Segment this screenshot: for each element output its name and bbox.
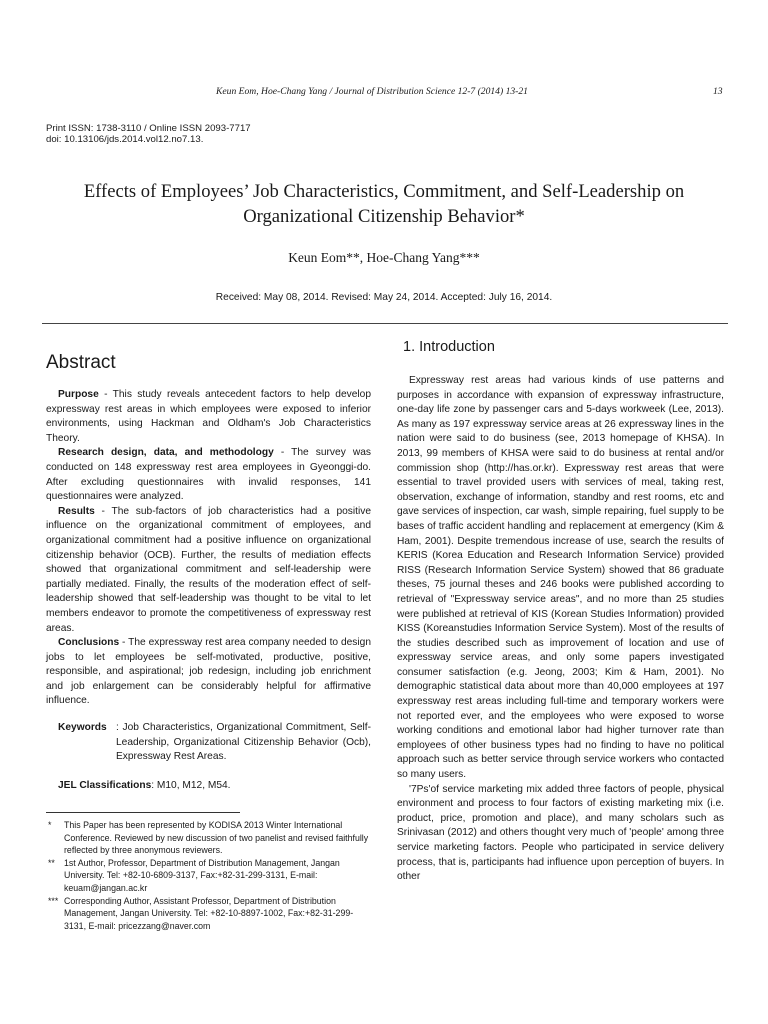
footnote [46, 895, 371, 933]
footnotes [46, 819, 371, 932]
footnote-mark: * [48, 820, 52, 830]
running-header [0, 86, 768, 100]
header-divider [42, 323, 728, 324]
footnote-rule [46, 812, 240, 813]
paper-title [40, 179, 728, 229]
keywords-label: Keywords [58, 722, 107, 734]
jel-text: : M10, M12, M54. [151, 779, 231, 791]
abstract-heading: Abstract [46, 352, 116, 373]
introduction-heading: 1. Introduction [403, 339, 495, 355]
submission-dates: Received: May 08, 2014. Revised: May 24, 2014. Accepted: July 16, 2014. [215, 292, 553, 303]
title-line-2: Organizational Citizenship Behavior* [243, 206, 525, 227]
doi-line: doi: 10.13106/jds.2014.vol12.no7.13. [46, 134, 204, 145]
results-label: Results [58, 505, 95, 517]
results-text: - The sub-factors of job characteristics had a positive influence on the organizational commitment of employees, and organizational commitment had a positive influence on organizational citizenship behavior (OCB). Further, the results of mediation effects showed that organizational commitment and self-leadership were partially mediated. Finally, the results of the moderation effect of self-leadership showed that self-leadership was thought to be vital to let members endeavor to promote the competitiveness of expressway rest areas. [46, 505, 371, 634]
abstract-results [46, 505, 371, 636]
conclusions-label: Conclusions [58, 637, 120, 649]
conclusions-text: - The expressway rest area company needed to design jobs to let employees be self-motivated, productive, positive, responsible, and aspirational; job redesign, including job enrichment and job enlargement can be considerably helpful for affirmative influence. [46, 637, 371, 707]
introduction-paragraph-2: '7Ps'of service marketing mix added three factors of people, physical environment and process to four factors of existing marketing mix (i.e. product, price, promotion and place), and many scholars such as Srinivasan (2012) and others thought very much of 'people' among three service marketing factors. People who participated in service delivery process, that is, participants had influence upon perception of buyers. In other [397, 783, 724, 883]
footnote-mark: ** [48, 857, 55, 868]
footnote [46, 857, 371, 895]
jel-label: JEL Classifications [58, 779, 152, 791]
abstract-purpose [46, 388, 371, 446]
running-header-text: Keun Eom, Hoe-Chang Yang / Journal of Distribution Science 12-7 (2014) 13-21 [216, 86, 528, 97]
footnote-mark: *** [48, 895, 59, 906]
footnote [46, 819, 371, 857]
abstract-conclusions [46, 636, 371, 709]
purpose-text: - This study reveals antecedent factors to help develop expressway rest areas in which employees were exposed to inferior environments, using Hackman and Oldham's Job Characteristics Theory. [46, 389, 371, 444]
introduction-paragraph-1: Expressway rest areas had various kinds of use patterns and purposes in accordance with expansion of expressway infrastructure, one-day life zone by passenger cars and 5-days workweek (Lee, 2013). As many as 197 expressway service areas at 26 expressway lines in the nation were said to do business (see, 2013 homepage of KHSA). In 2013, 99 members of KHSA were said to do business at rental and/or commission shop (http://has.or.kr). Expressway rest areas that were essential to travel provided users with services of meal, taking rest, observation, exchange of information, standby and rest rooms, etc and gave services of inspection, car wash, simple repairing, fuel supply to be bases of traffic accident handling and replacement at emergency (Kim & Ham, 2001). Despite tremendous increase of use, search the results of KERIS (Korea Education and Research Information Service) provided RISS (Research Information Service System) showed that 86 graduate theses, 75 journal theses and 246 books were published according to retrieval of "Expressway service areas", and no more than 25 studies were published at retrieval of KIS (Korean Studies Information) provided KISS (Koreanstudies Information Service System). Most of the results of the studies described such as improvement of location and use of expressway service areas, and only some papers investigated consumer satisfaction (e.g. Jeong, 2003; Kim & Ham, 2001). No demographic statistical data about more than 40,000 employees at 197 expressway rest areas including full-time and temporary workers were not reported ever, and the employees who were exposed to worse working conditions and emotional labor had higher turnover rate than employees of other business types had no finding to have no political approach such as better service through service workers who contacted so many users. [397, 375, 724, 781]
keywords-block [46, 721, 371, 765]
purpose-label: Purpose [58, 389, 99, 400]
author-list: Keun Eom**, Hoe-Chang Yang*** [288, 250, 480, 265]
footnote-text: This Paper has been represented by KODISA 2013 Winter International Conference. Reviewed by new discussion of two panelist and revised faithfully reflected by three anonymous reviewers. [64, 820, 369, 856]
design-text: - The survey was conducted on 148 expressway rest area employees in Gyeonggi-do. After excluding questionnaires with invalid responses, 141 questionnaires were analyzed. [46, 447, 371, 503]
abstract-design [46, 446, 371, 504]
issn-line: Print ISSN: 1738-3110 / Online ISSN 2093-7717 [46, 123, 251, 134]
footnote-text: 1st Author, Professor, Department of Distribution Management, Jangan University. Tel: +82-10-6809-3137, Fax:+82-31-299-3131, E-mail: keuam@jangan.ac.kr [64, 857, 340, 893]
issn-block [46, 123, 251, 145]
abstract-column [46, 352, 371, 793]
jel-block [46, 779, 371, 794]
title-line-1: Effects of Employees’ Job Characteristics, Commitment, and Self-Leadership on [83, 181, 685, 202]
page-number: 13 [713, 86, 723, 97]
introduction-column [397, 339, 724, 885]
footnote-text: Corresponding Author, Assistant Professor, Department of Distribution Management, Jangan University. Tel: +82-10-8897-1002, Fax:+82-31-299-3131, E-mail: pricezzang@naver.com [64, 895, 354, 931]
keywords-text: : Job Characteristics, Organizational Commitment, Self-Leadership, Organizational Citizenship Behavior (Ocb), Expressway Rest Areas. [116, 722, 371, 763]
design-label: Research design, data, and methodology [58, 447, 274, 459]
